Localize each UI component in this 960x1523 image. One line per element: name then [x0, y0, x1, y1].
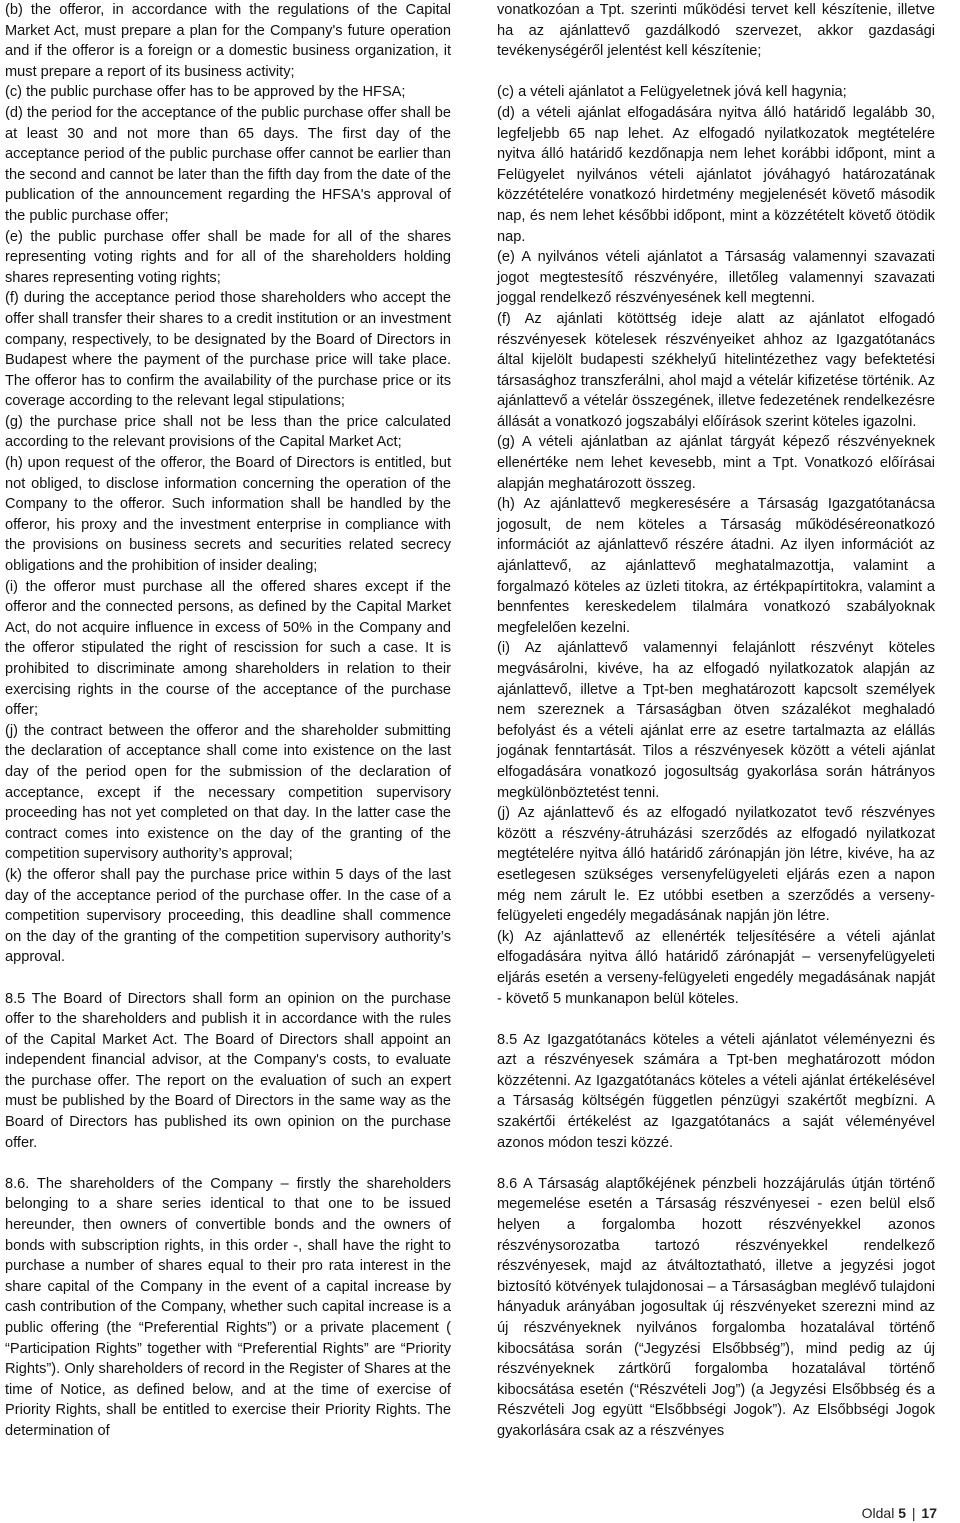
para-d-hu: (d) a vételi ajánlat elfogadására nyitva álló határidő legalább 30, legfeljebb 65 nap lehet. Az elfogadó nyilatkozatok megtételére nyitva álló határidő kezdőnapja nem lehet korábbi időpont, mint a Felügyelet nyilvános vételi ajánlatot jóváhagyó határozatának közzétételére vonatkozó hirdetmény megjelenését követő második nap, és nem lehet későbbi időpont, mint a közzétételt követő ötödik nap.	[497, 104, 935, 245]
section-8-6-hu: 8.6 A Társaság alaptőkéjének pénzbeli hozzájárulás útján történő megemelése esetén a Társaság részvényesei - ezen belül első helyen a forgalomba hozott részvényekkel azonos részvénysorozatba tartozó részvényekkel rendelkező részvényesek, majd az átváltoztatható, illetve a jegyzési jogot biztosító kötvények tulajdonosai – a Társaságban meglévő tulajdoni hányaduk arányában jogosultak új részvényeket szerezni mind az új részvényeknek nyilvános forgalomba hozatalával történő kibocsátása során (“Jegyzési Elsőbbség”), mind pedig az új részvényeknek zártkörű forgalomba hozatalával történő kibocsátása esetén (“Részvételi Jog”) (a Jegyzési Elsőbbség és a Részvételi Jog együtt “Elsőbbségi Jogok”). Az Elsőbbségi Jogok gyakorlására csak az a részvényes	[497, 1175, 935, 1439]
para-b-hu: vonatkozóan a Tpt. szerinti működési tervet kell készítenie, illetve ha az ajánlattevő gazdálkodó szervezet, akkor gazdasági tevékenységéről jelentést kell készítenie;	[497, 2, 935, 60]
para-c-hu: (c) a vételi ajánlatot a Felügyeletnek jóvá kell hagynia;	[497, 84, 847, 101]
para-c-en: (c) the public purchase offer has to be approved by the HFSA;	[5, 84, 406, 101]
para-g-en: (g) the purchase price shall not be less than the price calculated according to the relevant provisions of the Capital Market Act;	[5, 413, 451, 451]
para-h-hu: (h) Az ajánlattevő megkeresésére a Társaság Igazgatótanácsa jogosult, de nem köteles a Társaság működéséreonatkozó információt az ajánlattevő részére átadni. Az ilyen információt az ajánlattevő, az ajánlattevő meghatalmazottja, valamint a forgalmazó köteles az üzleti titokra, az értékpapírtitokra, valamint a bennfentes kereskedelem tilalmára vonatkozó szabályoknak megfelelően kezelni.	[497, 496, 935, 636]
para-j-hu: (j) Az ajánlattevő és az elfogadó nyilatkozatot tevő részvényes között a részvény-átruházási szerződés az elfogadó nyilatkozat megtételére nyitva álló határidő zárónapján jön létre, kivéve, ha az esetlegesen szükséges versenyfelügyeleti eljárás ezen a napon még nem zárult le. Ez utóbbi esetben a szerződés a verseny-felügyeleti engedély megadásának napján jön létre.	[497, 805, 935, 925]
page-separator: |	[911, 1505, 916, 1521]
para-f-hu: (f) Az ajánlati kötöttség ideje alatt az ajánlatot elfogadó részvényesek kötelesek részvényeiket ahhoz az Igazgatótanács által kijelölt budapesti székhelyű hitelintézethez vagy befektetési társasághoz transzferálni, ahol majd a vételár kifizetése történik. Az ajánlattevő a vételár összegének, illetve fedezetének rendelkezésre állását a vonatkozó jogszabályi előírások szerint köteles igazolni.	[497, 310, 935, 430]
page-number	[862, 1505, 937, 1521]
para-k-hu: (k) Az ajánlattevő az ellenérték teljesítésére a vételi ajánlat elfogadására nyitva álló határidő zárónapját – versenyfelügyeleti eljárás esetén a verseny-felügyeleti engedély megadásának napját - követő 5 munkanapon belül köteles.	[497, 928, 935, 1007]
para-f-en: (f) during the acceptance period those shareholders who accept the offer shall transfer their shares to a credit institution or an investment company, respectively, to be designated by the Board of Directors in Budapest where the payment of the purchase price will take place. The offeror has to confirm the availability of the purchase price or its coverage according to the relevant legal stipulations;	[5, 290, 451, 410]
total-pages: 17	[921, 1505, 937, 1521]
section-8-5-en: 8.5 The Board of Directors shall form an opinion on the purchase offer to the shareholders and publish it in accordance with the rules of the Capital Market Act. The Board of Directors shall appoint an independent financial advisor, at the Company's costs, to evaluate the purchase offer. The report on the evaluation of such an expert must be published by the Board of Directors in the same way as the Board of Directors has published its own opinion on the purchase offer.	[5, 990, 451, 1151]
section-8-5-hu: 8.5 Az Igazgatótanács köteles a vételi ajánlatot véleményezni és azt a részvényesek számára a Tpt-ben meghatározott módon közzétenni. Az Igazgatótanács köteles a vételi ajánlat értékelésével a Társaság költségén független pénzügyi szakértőt megbízni. A szakértői értékelést az Igazgatótanács a saját véleményével azonos módon teszi közzé.	[497, 1031, 935, 1151]
para-j-en: (j) the contract between the offeror and the shareholder submitting the declaration of acceptance shall come into existence on the last day of the period open for the submission of the declaration of acceptance, except if the necessary competition supervisory proceeding has not yet completed on that day. In the latter case the contract comes into existence on the day of the granting of the competition supervisory authority’s approval;	[5, 722, 451, 863]
para-g-hu: (g) A vételi ajánlatban az ajánlat tárgyát képező részvényeknek ellenértéke nem lehet kevesebb, mint a Tpt. Vonatkozó előírásai alapján meghatározott összeg.	[497, 434, 935, 492]
para-h-en: (h) upon request of the offeror, the Board of Directors is entitled, but not obliged, to disclose information concerning the operation of the Company to the offeror. Such information shall be handled by the offeror, his proxy and the investment enterprise in compliance with the provisions on business secrets and securities related secrecy obligations and the prohibition of insider dealing;	[5, 455, 451, 575]
page-label: Oldal	[861, 1505, 895, 1521]
english-column	[5, 0, 451, 1442]
section-8-6-en: 8.6. The shareholders of the Company – firstly the shareholders belonging to a share series identical to that one to be issued hereunder, then owners of convertible bonds and the owners of bonds with subscription rights, in this order -, shall have the right to purchase a number of shares equal to their pro rata interest in the share capital of the Company in the event of a capital increase by cash contribution of the Company, whether such capital increase is a public offering (the “Preferential Rights”) or a private placement ( “Participation Rights” together with “Preferential Rights” are “Priority Rights”). Only shareholders of record in the Register of Shares at the time of Notice, as defined below, and at the time of exercise of Priority Rights, shall be entitled to exercise their Priority Rights. The determination of	[5, 1175, 451, 1439]
para-d-en: (d) the period for the acceptance of the public purchase offer shall be at least 30 and not more than 65 days. The first day of the acceptance period of the public purchase offer cannot be earlier than the second and cannot be later than the fifth day from the date of the publication of the announcement regarding the HFSA's approval of the public purchase offer;	[5, 104, 451, 224]
para-i-hu: (i) Az ajánlattevő valamennyi felajánlott részvényt köteles megvásárolni, kivéve, ha az elfogadó nyilatkozatok alapján az ajánlattevő, illetve a Tpt-ben meghatározott kapcsolt személyek nem szereznek a Társaságban ötven százalékot meghaladó befolyást és a vételi ajánlat erre az esetre tartalmazta az elállás jogának fenntartását. Tilos a részvényesek között a vételi ajánlat elfogadására vonatkozó jogosultság gyakorlása során hátrányos megkülönböztetést tenni.	[497, 640, 935, 801]
para-e-hu: (e) A nyilvános vételi ajánlatot a Társaság valamennyi szavazati jogot megtestesítő részvényére, illetőleg valamennyi szavazati joggal rendelkező részvényesének kell megtenni.	[497, 249, 935, 307]
para-e-en: (e) the public purchase offer shall be made for all of the shares representing voting rights and for all of the shareholders holding shares representing voting rights;	[5, 228, 451, 286]
para-k-en: (k) the offeror shall pay the purchase price within 5 days of the last day of the acceptance period of the purchase offer. In the case of a competition supervisory proceeding, this deadline shall commence on the day of the granting of the competition supervisory authority’s approval.	[5, 866, 451, 966]
hungarian-column	[497, 0, 935, 1442]
para-i-en: (i) the offeror must purchase all the offered shares except if the offeror and the connected persons, as defined by the Capital Market Act, do not acquire influence in excess of 50% in the Company and the offeror stipulated the right of rescission for such a case. It is prohibited to discriminate among shareholders in relation to their exercising rights in the course of the acceptance of the purchase offer;	[5, 578, 451, 719]
current-page: 5	[898, 1505, 906, 1521]
para-b-en: (b) the offeror, in accordance with the regulations of the Capital Market Act, must prepare a plan for the Company's future operation and if the offeror is a foreign or a domestic business organization, it must prepare a report of its business activity;	[5, 2, 451, 80]
